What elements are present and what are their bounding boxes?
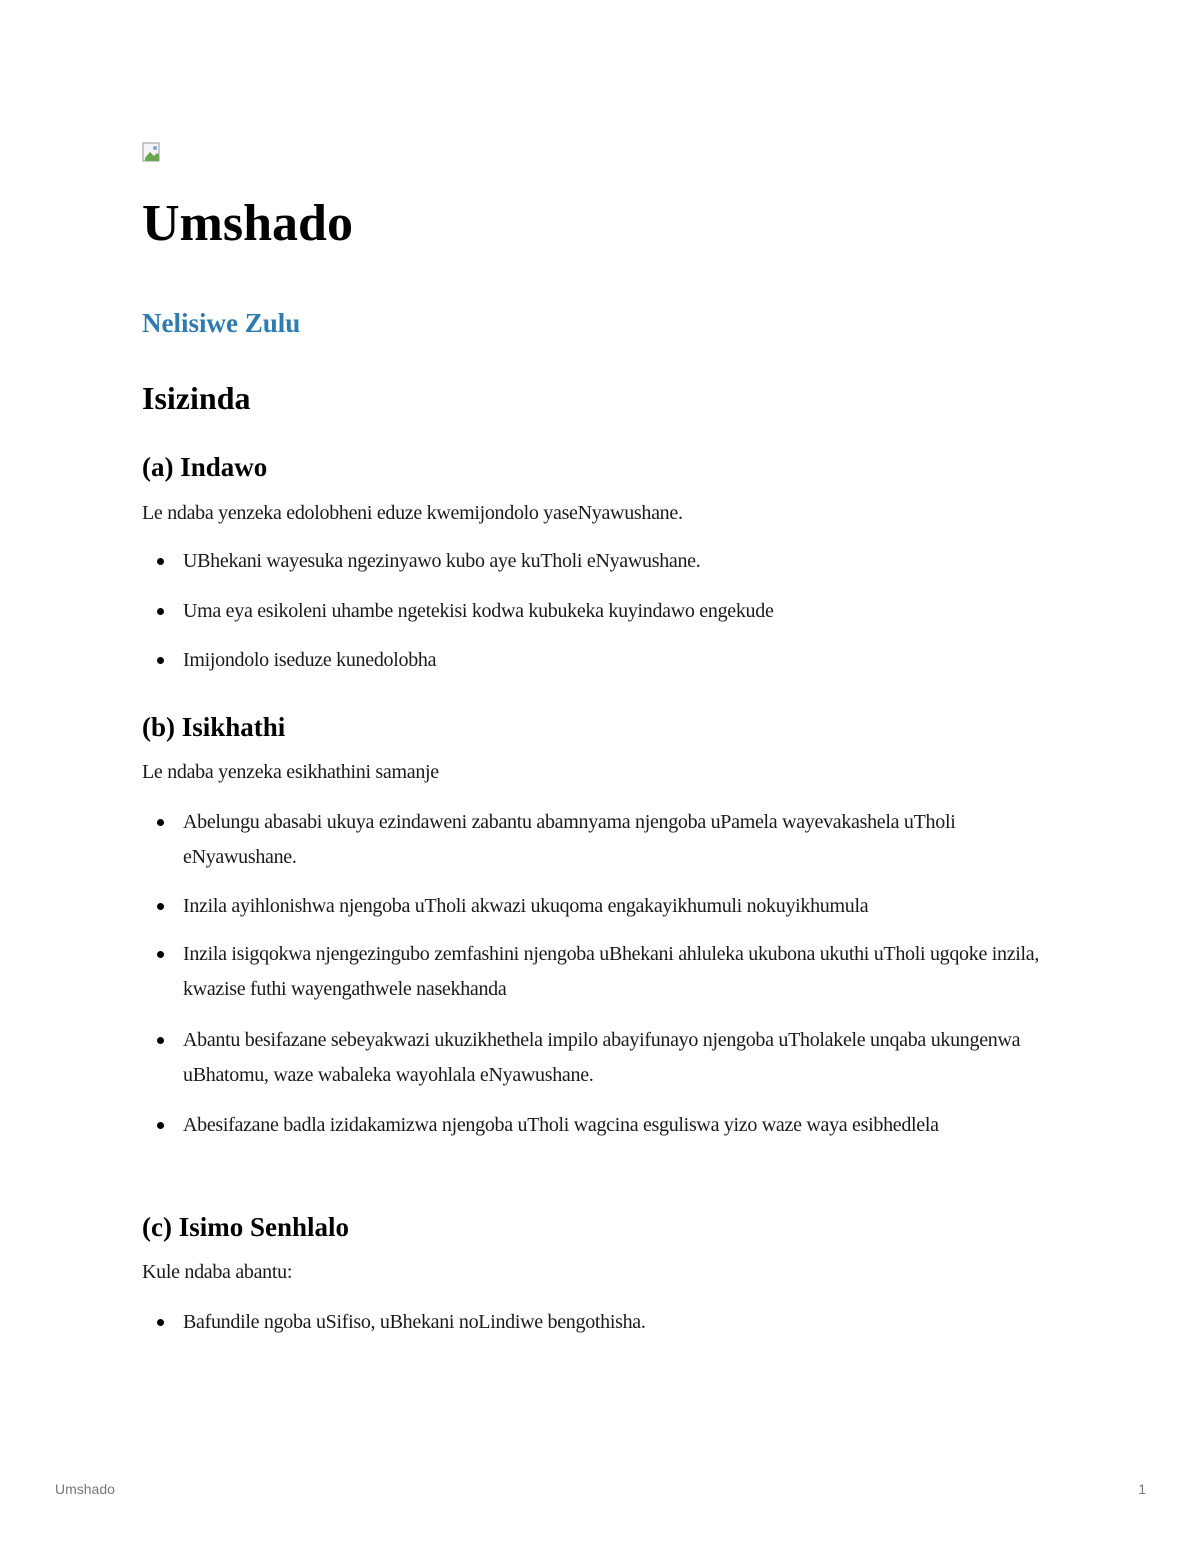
author-name: Nelisiwe Zulu bbox=[142, 308, 301, 338]
broken-image-icon bbox=[142, 142, 164, 164]
list-item: Abantu besifazane sebeyakwazi ukuzikhethela impilo abayifunayo njengoba uTholakele unqaba ukungenwa uBhatomu, waze wabaleka wayohlala eNyawushane. bbox=[183, 1023, 1073, 1093]
list-item: Inzila ayihlonishwa njengoba uTholi akwazi ukuqoma engakayikhumuli nokuyikhumula bbox=[183, 889, 1073, 924]
paragraph: Le ndaba yenzeka edolobheni eduze kwemijondolo yaseNyawushane. bbox=[142, 502, 683, 524]
list-item: Abelungu abasabi ukuya ezindaweni zabantu abamnyama njengoba uPamela wayevakashela uTholi eNyawushane. bbox=[183, 805, 1073, 875]
paragraph: Le ndaba yenzeka esikhathini samanje bbox=[142, 761, 439, 783]
list-item: Inzila isigqokwa njengezingubo zemfashini njengoba uBhekani ahluleka ukubona ukuthi uTholi ugqoke inzila, kwazise futhi wayengathwele nasekhanda bbox=[183, 937, 1073, 1007]
page-number: 1 bbox=[1138, 1481, 1146, 1497]
footer-title: Umshado bbox=[55, 1481, 115, 1497]
paragraph: Kule ndaba abantu: bbox=[142, 1261, 293, 1283]
document-title: Umshado bbox=[142, 195, 353, 252]
section-heading: Isizinda bbox=[142, 380, 251, 416]
subsection-heading: (c) Isimo Senhlalo bbox=[142, 1212, 350, 1242]
list-item: Abesifazane badla izidakamizwa njengoba uTholi wagcina esguliswa yizo waze waya esibhedlela bbox=[183, 1108, 1073, 1143]
list-item: UBhekani wayesuka ngezinyawo kubo aye kuTholi eNyawushane. bbox=[183, 544, 1073, 579]
subsection-heading: (b) Isikhathi bbox=[142, 712, 286, 742]
list-item: Imijondolo iseduze kunedolobha bbox=[183, 643, 1073, 678]
subsection-heading: (a) Indawo bbox=[142, 452, 268, 482]
list-item: Bafundile ngoba uSifiso, uBhekani noLindiwe bengothisha. bbox=[183, 1305, 1073, 1340]
list-item: Uma eya esikoleni uhambe ngetekisi kodwa kubukeka kuyindawo engekude bbox=[183, 594, 1073, 629]
